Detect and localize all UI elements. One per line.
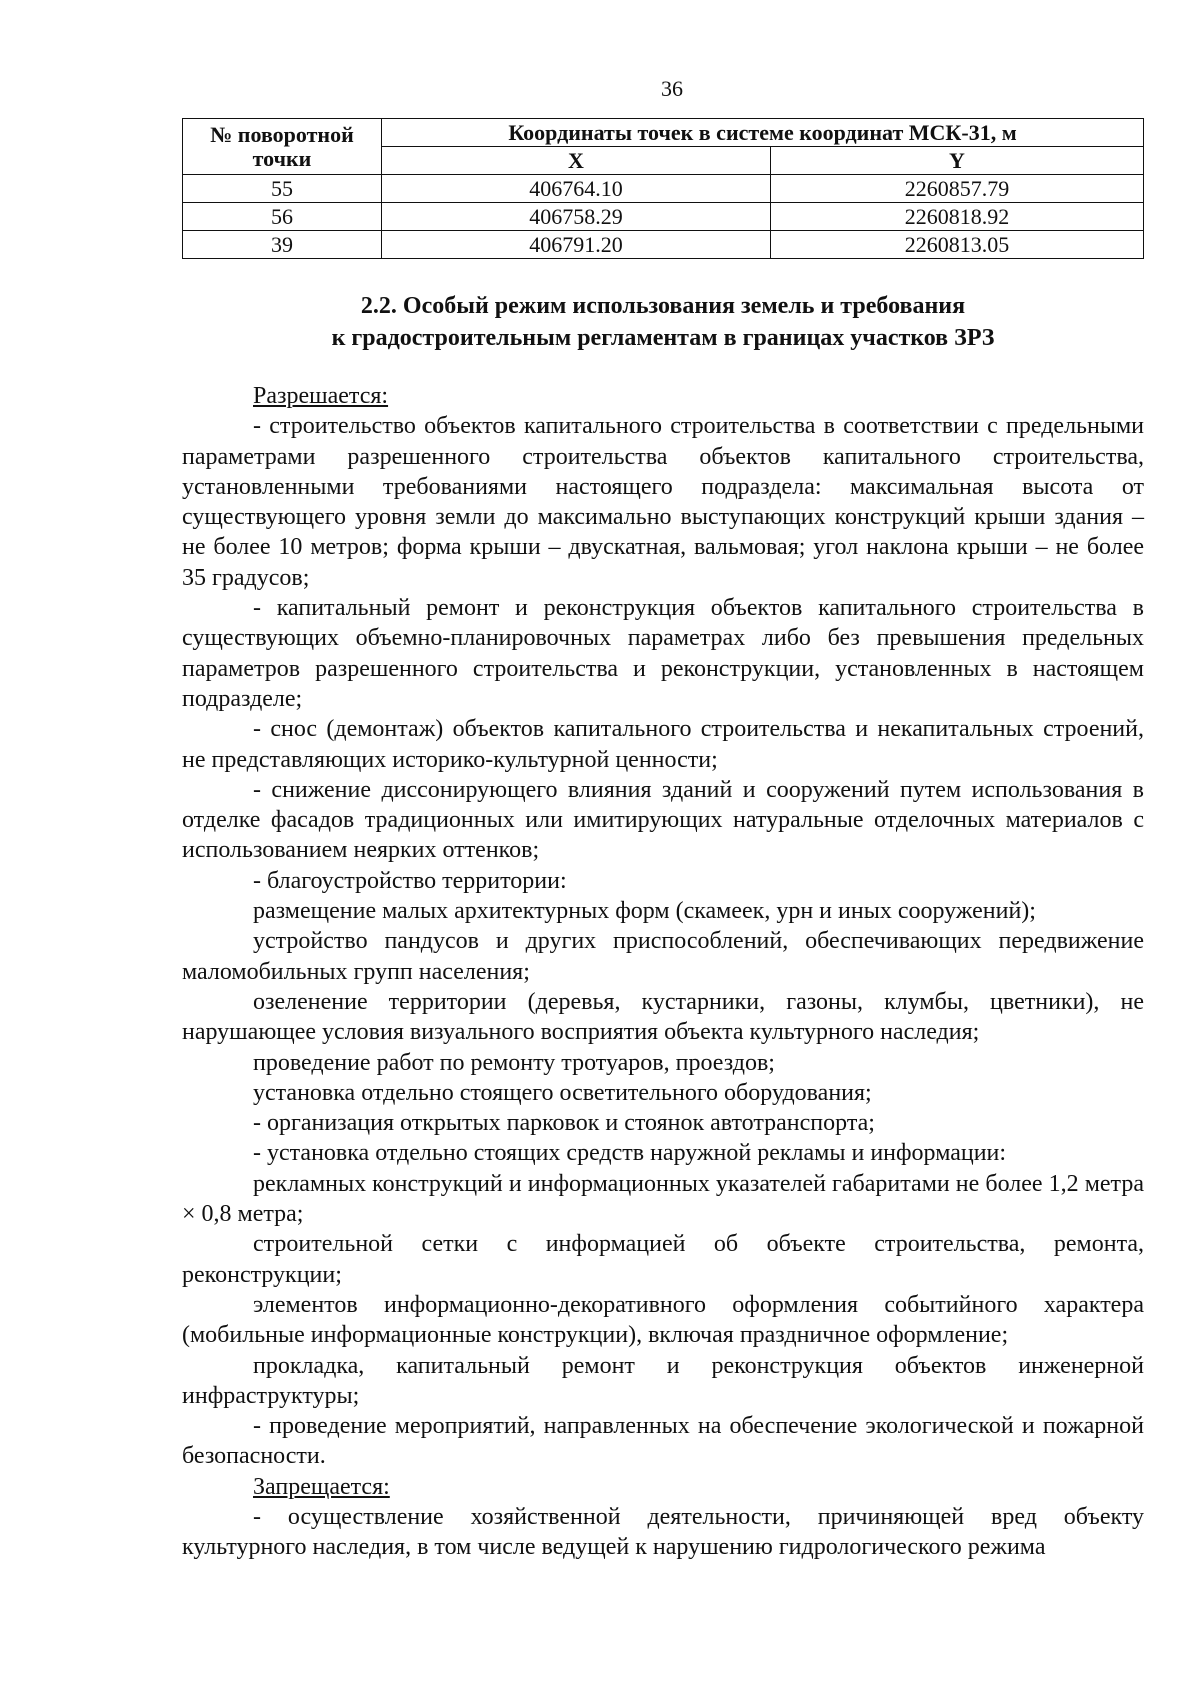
cell-point: 55 [183, 175, 382, 203]
cell-x: 406758.29 [382, 203, 771, 231]
paragraph: - осуществление хозяйственной деятельности, причиняющей вред объекту культурного наследия, в том числе ведущей к нарушению гидрологического режима [182, 1503, 1144, 1561]
cell-x: 406764.10 [382, 175, 771, 203]
paragraph: - организация открытых парковок и стоянок автотранспорта; [253, 1110, 875, 1137]
paragraph: - снос (демонтаж) объектов капитального строительства и некапитальных строений, не представляющих историко-культурной ценности; [182, 716, 1144, 773]
section-title [182, 290, 1144, 354]
cell-y: 2260813.05 [771, 231, 1144, 259]
paragraph: прокладка, капитальный ремонт и реконструкция объектов инженерной инфраструктуры; [182, 1352, 1144, 1409]
table-row [183, 203, 1144, 231]
header-x: X [382, 147, 771, 175]
cell-point: 56 [183, 203, 382, 231]
paragraph: - благоустройство территории: [253, 867, 567, 894]
paragraph: размещение малых архитектурных форм (скамеек, урн и иных сооружений); [253, 898, 1036, 925]
section-title-line2: к градостроительным регламентам в границах участков ЗРЗ [331, 325, 995, 351]
header-point-number-line2: точки [252, 145, 312, 171]
paragraph: - капитальный ремонт и реконструкция объектов капитального строительства в существующих объемно-планировочных параметрах либо без превышения предельных параметров разрешенного строительства и реконструкции, установленных в настоящем подразделе; [182, 595, 1144, 712]
cell-x: 406791.20 [382, 231, 771, 259]
cell-point: 39 [183, 231, 382, 259]
header-coordinates: Координаты точек в системе координат МСК-31, м [382, 119, 1144, 147]
paragraph: устройство пандусов и других приспособлений, обеспечивающих передвижение маломобильных групп населения; [182, 928, 1144, 985]
table-row [183, 231, 1144, 259]
paragraph: элементов информационно-декоративного оформления событийного характера (мобильные информационные конструкции), включая праздничное оформление; [182, 1291, 1144, 1349]
section-title-line1: 2.2. Особый режим использования земель и требования [360, 293, 966, 319]
cell-y: 2260818.92 [771, 203, 1144, 231]
table-row [183, 175, 1144, 203]
paragraph: рекламных конструкций и информационных указателей габаритами не более 1,2 метра × 0,8 метра; [182, 1170, 1144, 1228]
header-point-number-line1: № поворотной [210, 121, 354, 147]
cell-y: 2260857.79 [771, 175, 1144, 203]
table-header-row [183, 119, 1144, 147]
paragraph: установка отдельно стоящего осветительного оборудования; [253, 1079, 872, 1106]
page-number: 36 [661, 76, 683, 101]
allowed-label: Разрешается: [253, 383, 389, 409]
paragraph: - установка отдельно стоящих средств наружной рекламы и информации: [253, 1140, 1007, 1167]
header-y: Y [771, 147, 1144, 175]
paragraph: строительной сетки с информацией об объекте строительства, ремонта, реконструкции; [182, 1231, 1144, 1288]
paragraph: - строительство объектов капитального строительства в соответствии с предельными параметрами разрешенного строительства объектов капитального строительства, установленными требованиями настоящего подраздела: максимальная высота от существующего уровня земли до максимально выступающих конструкций крыши здания – не более 10 метров; форма крыши – двускатная, вальмовая; угол наклона крыши – не более 35 градусов; [182, 413, 1144, 591]
paragraph: - проведение мероприятий, направленных на обеспечение экологической и пожарной безопасности. [182, 1413, 1144, 1470]
coordinates-table [182, 118, 1144, 259]
paragraph: - снижение диссонирующего влияния зданий и сооружений путем использования в отделке фасадов традиционных или имитирующих натуральные отделочных материалов с использованием неярких оттенков; [182, 776, 1144, 864]
body-text [182, 381, 1144, 1563]
paragraph: проведение работ по ремонту тротуаров, проездов; [253, 1049, 775, 1076]
header-point-number [183, 119, 382, 175]
paragraph: озеленение территории (деревья, кустарники, газоны, клумбы, цветники), не нарушающее условия визуального восприятия объекта культурного наследия; [182, 988, 1144, 1046]
forbidden-label: Запрещается: [253, 1473, 390, 1500]
